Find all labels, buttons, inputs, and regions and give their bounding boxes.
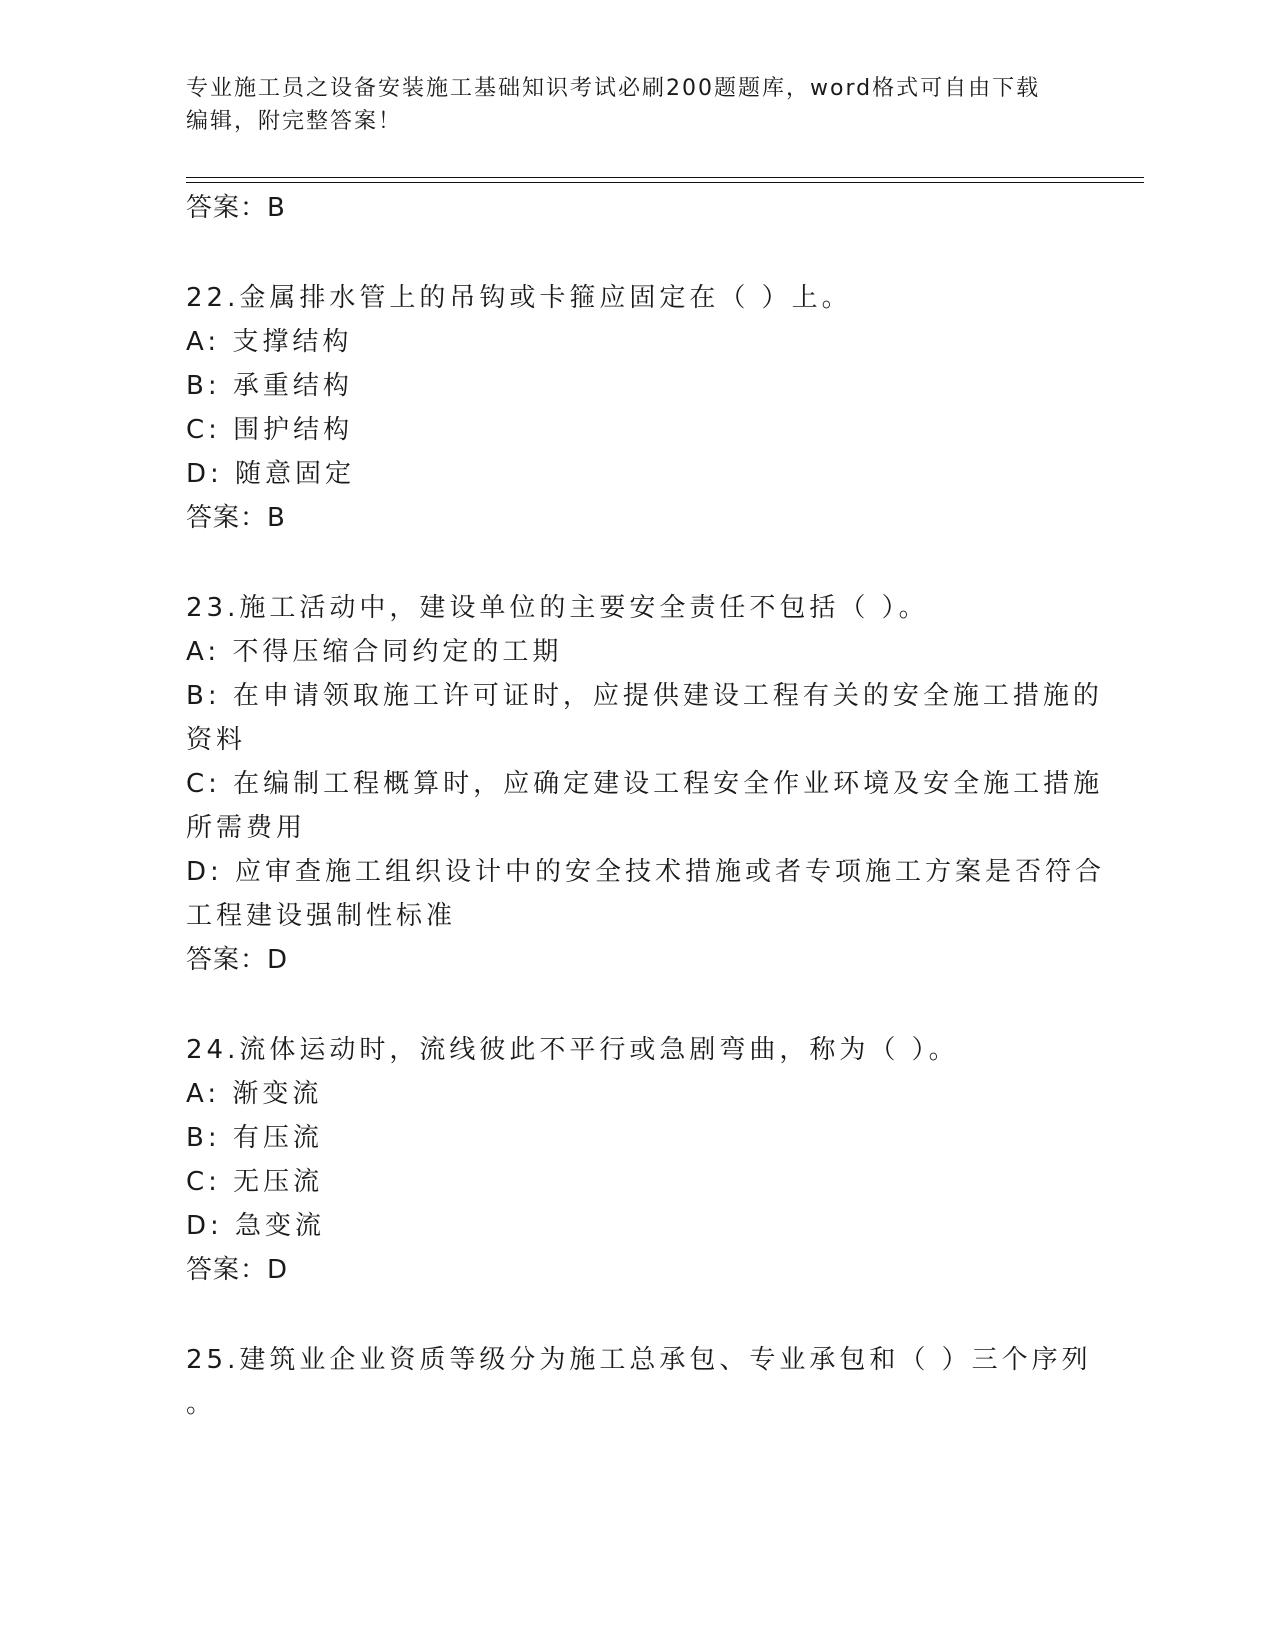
question-22-option-b: B: 承重结构 [186, 371, 353, 401]
answer-q21: 答案：B [186, 193, 286, 223]
header-divider-double [186, 182, 1144, 183]
question-24-option-c: C: 无压流 [186, 1167, 324, 1197]
question-24-stem: 24.流体运动时，流线彼此不平行或急剧弯曲，称为（ ）。 [186, 1035, 959, 1065]
question-22-option-c: C: 围护结构 [186, 415, 354, 445]
question-23-option-d-cont: 工程建设强制性标准 [186, 901, 457, 931]
answer-q23: 答案：D [186, 945, 289, 975]
question-22-stem: 22.金属排水管上的吊钩或卡箍应固定在（ ）上。 [186, 283, 852, 313]
question-22-option-a: A: 支撑结构 [186, 327, 353, 357]
question-23-stem: 23.施工活动中，建设单位的主要安全责任不包括（ ）。 [186, 593, 929, 623]
question-24-option-a: A: 渐变流 [186, 1079, 323, 1109]
question-23-option-c: C: 在编制工程概算时，应确定建设工程安全作业环境及安全施工措施 [186, 769, 1104, 799]
question-23-option-d: D: 应审查施工组织设计中的安全技术措施或者专项施工方案是否符合 [186, 857, 1106, 887]
question-24-option-d: D: 急变流 [186, 1211, 326, 1241]
question-23-option-b: B: 在申请领取施工许可证时，应提供建设工程有关的安全施工措施的 [186, 681, 1103, 711]
answer-q22: 答案：B [186, 503, 286, 533]
question-25-stem: 25.建筑业企业资质等级分为施工总承包、专业承包和（ ）三个序列 [186, 1345, 1092, 1375]
question-24-option-b: B: 有压流 [186, 1123, 323, 1153]
header-line-1: 专业施工员之设备安装施工基础知识考试必刷200题题库，word格式可自由下载 [186, 76, 1041, 101]
question-25-stem-cont: 。 [186, 1389, 217, 1419]
question-23-option-c-cont: 所需费用 [186, 813, 307, 843]
question-22-option-d: D: 随意固定 [186, 459, 356, 489]
header-line-2: 编辑，附完整答案！ [186, 109, 403, 134]
question-23-option-b-cont: 资料 [186, 725, 247, 755]
document-header [186, 72, 1086, 138]
question-23-option-a: A: 不得压缩合同约定的工期 [186, 637, 563, 667]
answer-q24: 答案：D [186, 1255, 289, 1285]
header-divider [186, 177, 1144, 178]
